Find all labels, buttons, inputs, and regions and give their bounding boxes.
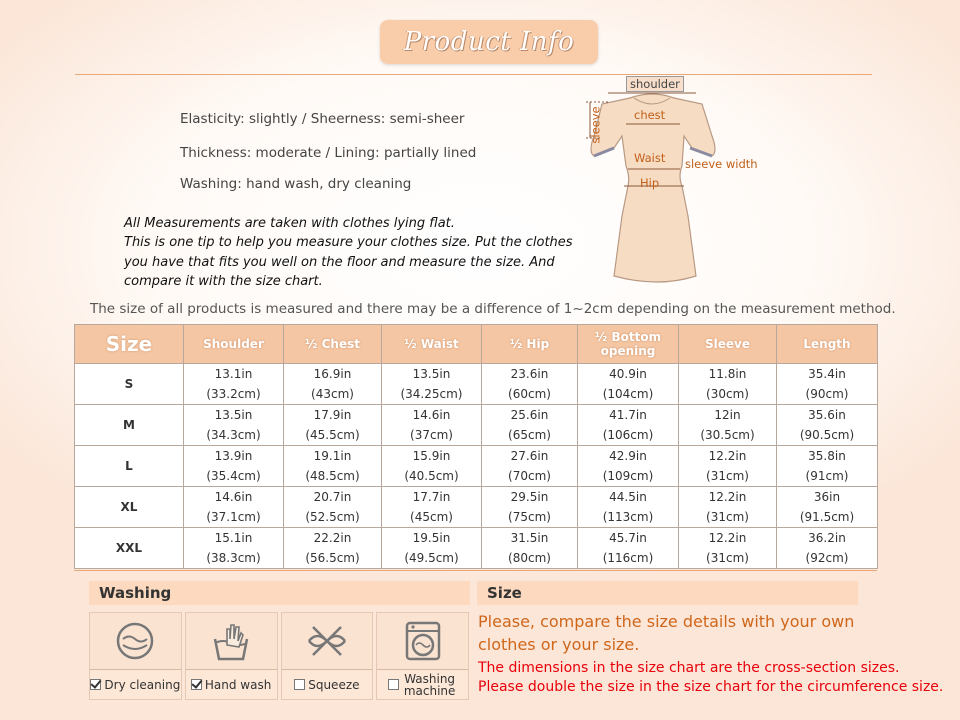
value-inches: 15.1in	[214, 531, 253, 545]
value-centimeters: (56.5cm)	[305, 551, 360, 565]
value-centimeters: (30.5cm)	[700, 428, 755, 442]
table-cell	[482, 446, 578, 487]
washing-heading: Washing	[89, 581, 470, 605]
size-cell: L	[75, 446, 184, 487]
value-centimeters: (92cm)	[805, 551, 849, 565]
table-cell	[482, 528, 578, 569]
value-inches: 36.2in	[808, 531, 846, 545]
table-cell	[679, 364, 777, 405]
table-cell	[382, 405, 482, 446]
value-inches: 27.6in	[510, 449, 549, 463]
value-inches: 17.9in	[313, 408, 352, 422]
value-inches: 35.6in	[808, 408, 846, 422]
value-centimeters: (75cm)	[508, 510, 551, 524]
table-body	[75, 364, 878, 569]
value-inches: 13.1in	[214, 367, 253, 381]
wash-option-washing-machine	[376, 612, 469, 700]
wash-label-hand-wash: Hand wash	[204, 677, 272, 692]
value-centimeters: (104cm)	[602, 387, 654, 401]
diagram-label-sleeve: sleeve	[588, 106, 603, 144]
value-inches: 45.7in	[609, 531, 647, 545]
title-divider	[75, 74, 872, 75]
value-centimeters: (38.3cm)	[206, 551, 261, 565]
size-chart-table	[74, 324, 878, 569]
value-centimeters: (31cm)	[706, 510, 749, 524]
dress-measurement-diagram	[572, 76, 772, 294]
column-header-hip: ½ Hip	[482, 325, 578, 364]
table-cell	[482, 364, 578, 405]
value-inches: 17.7in	[412, 490, 451, 504]
value-centimeters: (90cm)	[805, 387, 849, 401]
size-warning-line: The dimensions in the size chart are the cross-section sizes.	[478, 660, 900, 676]
table-cell	[777, 528, 878, 569]
value-centimeters: (31cm)	[706, 469, 749, 483]
wash-option-hand-wash	[185, 612, 278, 700]
wash-label-washing-machine: Washing machine	[403, 671, 456, 698]
value-inches: 35.4in	[808, 367, 846, 381]
value-inches: 19.5in	[412, 531, 451, 545]
column-header-sleeve: Sleeve	[679, 325, 777, 364]
value-inches: 20.7in	[313, 490, 352, 504]
value-inches: 15.9in	[412, 449, 451, 463]
table-cell	[578, 364, 679, 405]
wash-label-dry-cleaning: Dry cleaning	[104, 677, 181, 692]
value-centimeters: (43cm)	[311, 387, 354, 401]
table-cell	[284, 487, 382, 528]
checkbox-dry-cleaning[interactable]	[90, 679, 101, 690]
table-cell	[578, 528, 679, 569]
table-cell	[184, 364, 284, 405]
wash-caption	[186, 669, 277, 699]
size-advice-line: Please, compare the size details with your own	[478, 612, 855, 631]
value-centimeters: (91cm)	[805, 469, 849, 483]
value-inches: 42.9in	[609, 449, 647, 463]
value-inches: 22.2in	[313, 531, 352, 545]
tip-line: This is one tip to help you measure your clothes size. Put the clothes	[124, 235, 573, 250]
value-centimeters: (52.5cm)	[305, 510, 360, 524]
value-inches: 12in	[714, 408, 741, 422]
value-centimeters: (37cm)	[410, 428, 453, 442]
column-header-length: Length	[777, 325, 878, 364]
size-cell: M	[75, 405, 184, 446]
value-inches: 44.5in	[609, 490, 647, 504]
checkbox-hand-wash[interactable]	[191, 679, 202, 690]
value-centimeters: (80cm)	[508, 551, 551, 565]
table-row	[75, 528, 878, 569]
wash-caption	[377, 669, 468, 699]
table-cell	[578, 446, 679, 487]
table-cell	[578, 487, 679, 528]
table-cell	[578, 405, 679, 446]
column-header-size: Size	[75, 325, 184, 364]
value-inches: 14.6in	[214, 490, 253, 504]
value-inches: 40.9in	[609, 367, 647, 381]
value-inches: 11.8in	[708, 367, 747, 381]
diagram-label-waist: Waist	[634, 151, 666, 165]
size-cell: XXL	[75, 528, 184, 569]
value-inches: 29.5in	[510, 490, 549, 504]
table-cell	[679, 487, 777, 528]
table-cell	[284, 364, 382, 405]
wash-option-dry-cleaning	[89, 612, 182, 700]
tip-line: All Measurements are taken with clothes lying flat.	[124, 216, 455, 231]
spec-washing: Washing: hand wash, dry cleaning	[180, 176, 412, 192]
value-centimeters: (40.5cm)	[404, 469, 459, 483]
column-header-bottom-opening: ½ Bottom opening	[578, 325, 679, 364]
value-inches: 19.1in	[313, 449, 352, 463]
value-inches: 36in	[813, 490, 841, 504]
dry-cleaning-icon	[113, 619, 157, 663]
value-centimeters: (49.5cm)	[404, 551, 459, 565]
hand-wash-icon	[209, 619, 253, 663]
value-inches: 12.2in	[708, 490, 747, 504]
table-cell	[382, 487, 482, 528]
page-title-badge	[380, 20, 598, 64]
value-centimeters: (70cm)	[508, 469, 551, 483]
table-row	[75, 364, 878, 405]
value-centimeters: (90.5cm)	[799, 428, 855, 442]
washing-icons-grid	[89, 612, 469, 700]
value-inches: 13.5in	[412, 367, 451, 381]
wash-label-squeeze: Squeeze	[308, 677, 360, 692]
table-cell	[777, 364, 878, 405]
diagram-label-shoulder: shoulder	[626, 76, 684, 92]
table-cell	[482, 487, 578, 528]
value-centimeters: (37.1cm)	[206, 510, 261, 524]
spec-elasticity: Elasticity: slightly / Sheerness: semi-sheer	[180, 111, 465, 127]
diagram-label-chest: chest	[634, 108, 666, 122]
value-centimeters: (30cm)	[706, 387, 749, 401]
table-cell	[777, 446, 878, 487]
table-cell	[382, 446, 482, 487]
table-row	[75, 405, 878, 446]
column-header-shoulder: Shoulder	[184, 325, 284, 364]
value-centimeters: (116cm)	[602, 551, 654, 565]
value-centimeters: (109cm)	[602, 469, 654, 483]
value-centimeters: (91.5cm)	[799, 510, 855, 524]
value-inches: 23.6in	[510, 367, 549, 381]
table-cell	[777, 405, 878, 446]
table-cell	[777, 487, 878, 528]
value-centimeters: (48.5cm)	[305, 469, 360, 483]
table-cell	[184, 446, 284, 487]
size-warning-line: Please double the size in the size chart for the circumference size.	[478, 679, 944, 695]
value-centimeters: (45cm)	[410, 510, 453, 524]
table-cell	[679, 405, 777, 446]
table-cell	[482, 405, 578, 446]
table-cell	[284, 405, 382, 446]
table-cell	[679, 528, 777, 569]
value-inches: 16.9in	[313, 367, 352, 381]
value-centimeters: (65cm)	[508, 428, 551, 442]
size-heading: Size	[477, 581, 858, 605]
value-inches: 25.6in	[510, 408, 549, 422]
tip-line: you have that fits you well on the floor and measure the size. And	[124, 255, 555, 270]
value-inches: 13.9in	[214, 449, 253, 463]
spec-thickness: Thickness: moderate / Lining: partially lined	[180, 145, 477, 161]
table-row	[75, 487, 878, 528]
value-inches: 13.5in	[214, 408, 253, 422]
value-inches: 31.5in	[510, 531, 549, 545]
value-inches: 35.8in	[808, 449, 846, 463]
value-inches: 12.2in	[708, 531, 747, 545]
checkbox-squeeze[interactable]	[294, 679, 305, 690]
table-cell	[382, 528, 482, 569]
table-cell	[382, 364, 482, 405]
value-centimeters: (60cm)	[508, 387, 551, 401]
checkbox-washing-machine[interactable]	[388, 679, 399, 690]
wash-option-squeeze	[281, 612, 374, 700]
measurement-note: The size of all products is measured and there may be a difference of 1~2cm depending on the measurement method.	[90, 301, 896, 317]
value-centimeters: (45.5cm)	[305, 428, 360, 442]
table-header-row	[75, 325, 878, 364]
value-centimeters: (31cm)	[706, 551, 749, 565]
diagram-label-hip: Hip	[640, 176, 660, 190]
value-centimeters: (106cm)	[602, 428, 654, 442]
value-inches: 41.7in	[609, 408, 647, 422]
size-cell: S	[75, 364, 184, 405]
value-inches: 14.6in	[412, 408, 451, 422]
value-centimeters: (33.2cm)	[206, 387, 261, 401]
table-divider	[74, 570, 877, 571]
diagram-label-sleeve-width: sleeve width	[685, 157, 758, 171]
wash-caption	[282, 669, 373, 699]
value-centimeters: (113cm)	[602, 510, 654, 524]
no-wring-icon	[305, 619, 349, 663]
table-cell	[184, 487, 284, 528]
page-title: Product Info	[403, 27, 575, 57]
table-cell	[184, 405, 284, 446]
value-centimeters: (34.3cm)	[206, 428, 261, 442]
tip-line: compare it with the size chart.	[124, 274, 323, 289]
washing-machine-icon	[401, 619, 445, 663]
column-header-chest: ½ Chest	[284, 325, 382, 364]
table-cell	[284, 446, 382, 487]
size-cell: XL	[75, 487, 184, 528]
size-advice-line: clothes or your size.	[478, 635, 640, 654]
wash-caption	[90, 669, 181, 699]
value-centimeters: (34.25cm)	[400, 387, 463, 401]
column-header-waist: ½ Waist	[382, 325, 482, 364]
table-cell	[184, 528, 284, 569]
table-row	[75, 446, 878, 487]
table-cell	[679, 446, 777, 487]
value-centimeters: (35.4cm)	[206, 469, 261, 483]
value-inches: 12.2in	[708, 449, 747, 463]
table-cell	[284, 528, 382, 569]
